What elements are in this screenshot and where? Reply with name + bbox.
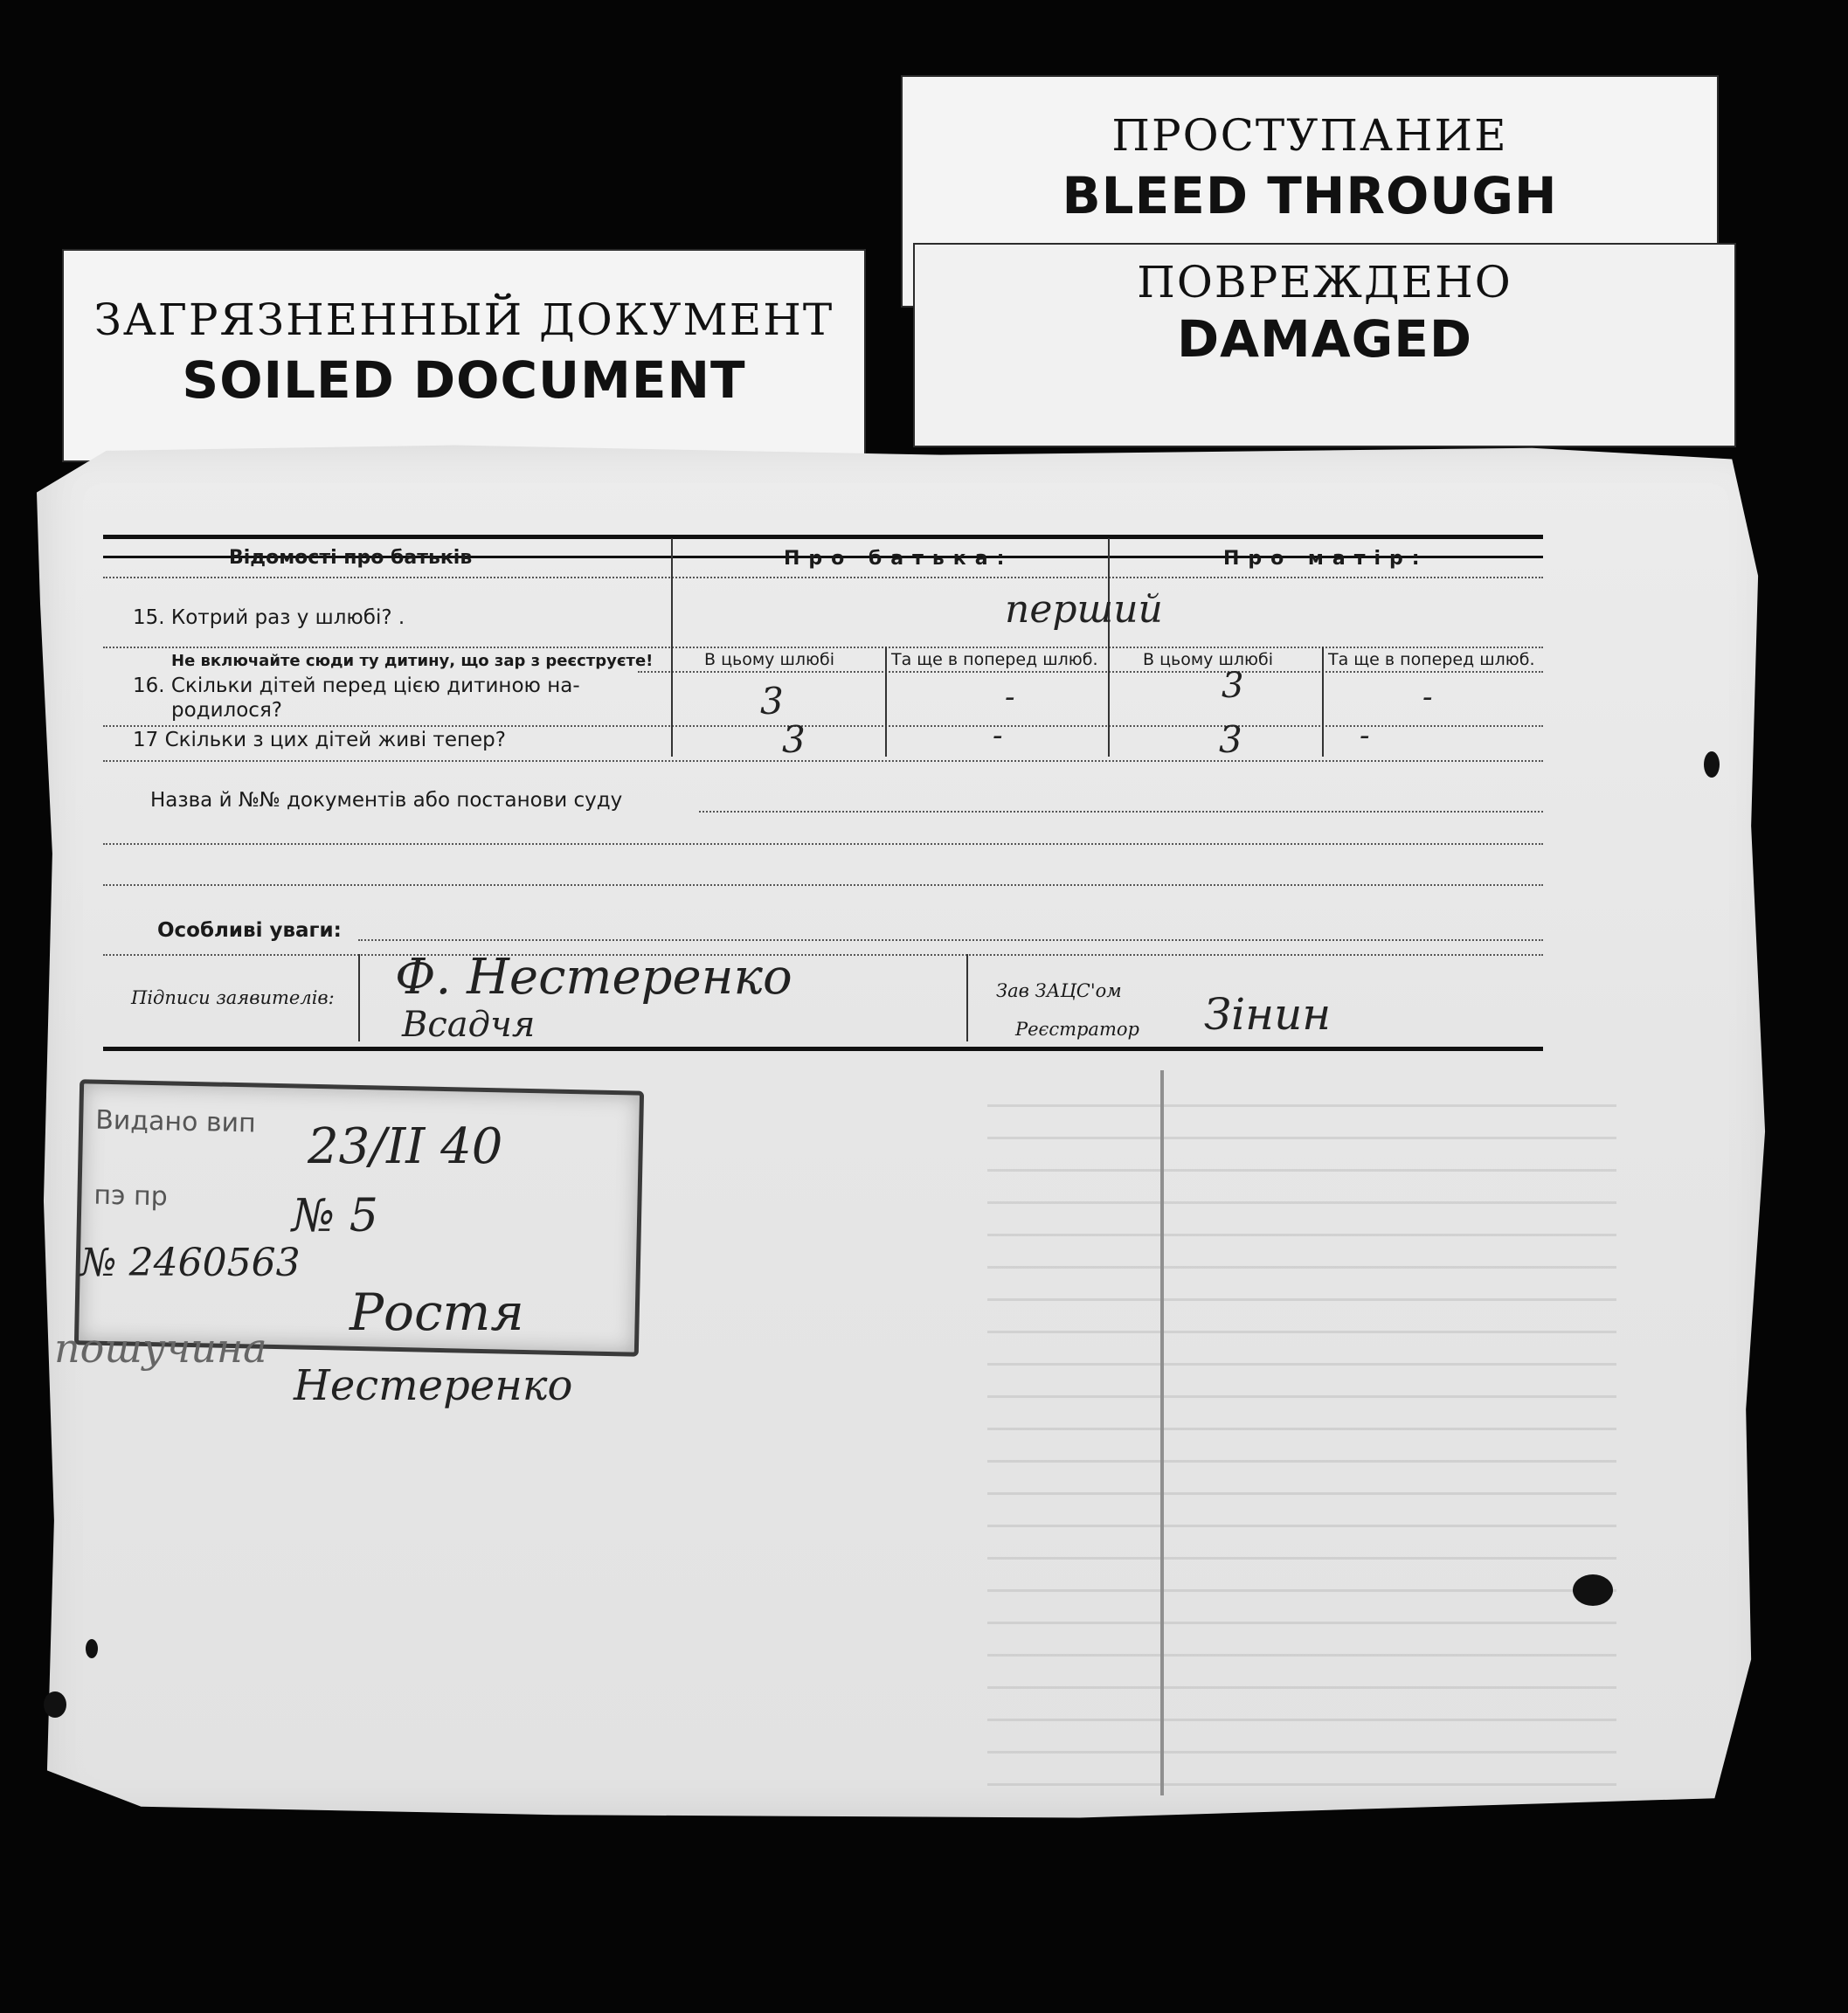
row-rule-7 [103,843,1543,845]
q16-label-line1: 16. Скільки дітей перед цією дитиною на- [133,674,580,697]
row-rule-8 [103,884,1543,886]
q17-father-previous: - [993,718,1003,753]
col-divider-3 [885,647,887,757]
q16-mother-previous: - [1422,680,1433,715]
q16-mother-this: 3 [1222,666,1244,706]
row-rule-1 [103,577,1543,578]
q17-label: 17 Скільки з цих дітей живі тепер? [133,729,506,751]
soiled-en: SOILED DOCUMENT [182,350,746,410]
stamp-name: Нестеренко [294,1361,573,1410]
q16-label-line2: родилося? [171,699,282,722]
damaged-en: DAMAGED [1176,309,1472,369]
stamp-number: № 5 [292,1190,378,1242]
mother-header: Про матір: [1223,548,1429,570]
q16-father-this: 3 [760,680,784,723]
fold-line [1160,1070,1164,1795]
row-rule-3 [638,671,1543,673]
top-rule [103,535,1543,539]
stamp-date: 23/II 40 [308,1118,503,1175]
col-divider-2 [1108,538,1110,757]
stamp-serial: № 2460563 [80,1241,301,1285]
row-rule-4 [103,725,1543,727]
row-rule-2 [103,647,1543,648]
damaged-card [915,245,1734,446]
col-divider-4 [1322,647,1324,757]
sub-header-father-previous: Та ще в поперед шлюб. [891,650,1098,669]
damage-hole-4 [1704,751,1720,778]
signature-divider-1 [358,954,360,1041]
stamp-line-2: пэ пр [93,1179,169,1213]
documents-label: Назва й №№ документів або постанови суду [150,789,623,812]
parents-header: Відомості про батьків [229,547,473,569]
damaged-ru: ПОВРЕЖДЕНО [1137,257,1512,308]
remarks-label: Особливі уваги: [157,919,342,942]
stamp-signature: Ростя [350,1283,524,1342]
sub-header-mother-this: В цьому шлюбі [1143,650,1273,669]
q17-father-this: 3 [782,718,806,761]
damage-hole-3 [44,1691,66,1718]
q15-label: 15. Котрий раз у шлюбі? . [133,606,405,629]
row-rule-5 [103,760,1543,762]
soiled-ru: ЗАГРЯЗНЕННЫЙ ДОКУМЕНТ [93,294,834,345]
stamp-left-word: пошучина [54,1325,267,1372]
signatures-label: Підписи заявителів: [131,987,335,1008]
registrar-signature: Зінин [1204,989,1332,1040]
col-divider-1 [671,538,673,757]
zags-head-label: Зав ЗАЦС'ом [996,980,1122,1001]
applicant-signature-2: Всадчя [402,1005,536,1045]
signature-divider-2 [966,954,968,1041]
sub-header-mother-previous: Та ще в поперед шлюб. [1328,650,1535,669]
bottom-rule [103,1047,1543,1051]
q16-father-previous: - [1005,680,1015,715]
row-rule-6 [699,811,1543,813]
q17-mother-previous: - [1360,718,1370,753]
father-header: Про батька: [784,548,1014,570]
damage-hole-2 [86,1639,98,1658]
sub-header-father-this: В цьому шлюбі [704,650,834,669]
row-rule-9 [358,939,1543,941]
registrar-label: Реєстратор [1015,1019,1139,1040]
stamp-line-1: Видано вип [94,1104,257,1139]
bleed-through-en: BLEED THROUGH [1062,166,1558,225]
bleed-through-ru: ПРОСТУПАНИЕ [1111,110,1508,161]
applicant-signature-1: Ф. Нестеренко [395,949,792,1006]
bleed-through-text-area [987,1075,1616,1791]
row-rule-10 [103,954,1543,956]
q17-mother-this: 3 [1219,718,1242,761]
damage-hole-1 [1573,1574,1613,1606]
q15-answer: перший [1005,587,1163,632]
soiled-document-card [64,251,864,460]
exclude-note: Не включайте сюди ту дитину, що зар з реєструєте! [171,652,654,670]
